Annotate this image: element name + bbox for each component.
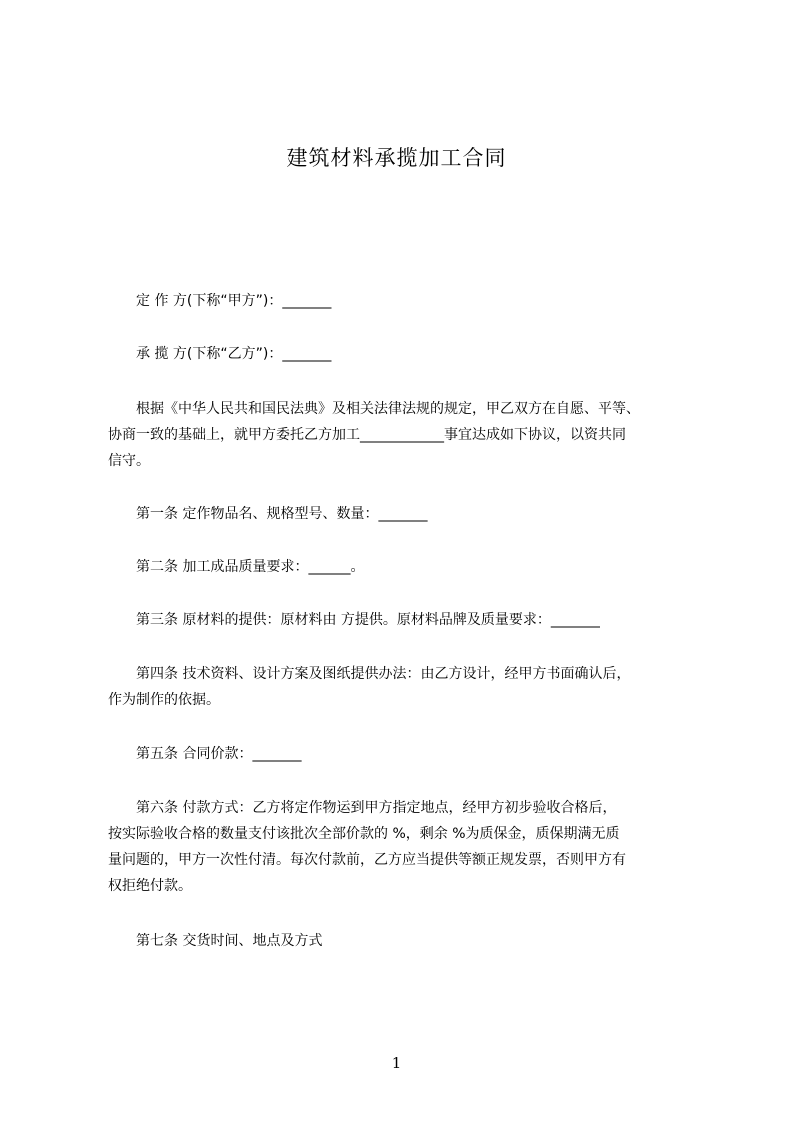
article-7: 第七条 交货时间、地点及方式 [136,933,323,949]
article-6-line-1: 第六条 付款方式：乙方将定作物运到甲方指定地点，经甲方初步验收合格后， [136,800,617,816]
article-5: 第五条 合同价款：_______ [136,746,302,762]
party-b-line: 承 揽 方(下称“乙方”)：_______ [136,346,332,362]
article-4-line-1: 第四条 技术资料、设计方案及图纸提供办法：由乙方设计，经甲方书面确认后， [136,666,631,682]
article-3: 第三条 原材料的提供：原材料由 方提供。原材料品牌及质量要求：_______ [136,612,600,628]
preamble-line-2: 协商一致的基础上，就甲方委托乙方加工____________事宜达成如下协议，以资共同 [108,427,626,443]
preamble-line-1: 根据《中华人民共和国民法典》及相关法律法规的规定，甲乙双方在自愿、平等、 [136,401,640,417]
article-2: 第二条 加工成品质量要求：______。 [136,559,365,575]
article-6-line-3: 量问题的，甲方一次性付清。每次付款前，乙方应当提供等额正规发票，否则甲方有 [108,852,626,868]
preamble-line-3: 信守。 [108,453,150,469]
article-6-line-2: 按实际验收合格的数量支付该批次全部价款的 %，剩余 %为质保金，质保期满无质 [108,826,620,842]
article-6-line-4: 权拒绝付款。 [108,878,192,894]
party-a-line: 定 作 方(下称“甲方”)：_______ [136,293,332,309]
page-number: 1 [391,1054,402,1072]
document-title: 建筑材料承揽加工合同 [286,146,507,170]
article-1: 第一条 定作物品名、规格型号、数量：_______ [136,506,428,522]
article-4-line-2: 作为制作的依据。 [108,692,220,708]
